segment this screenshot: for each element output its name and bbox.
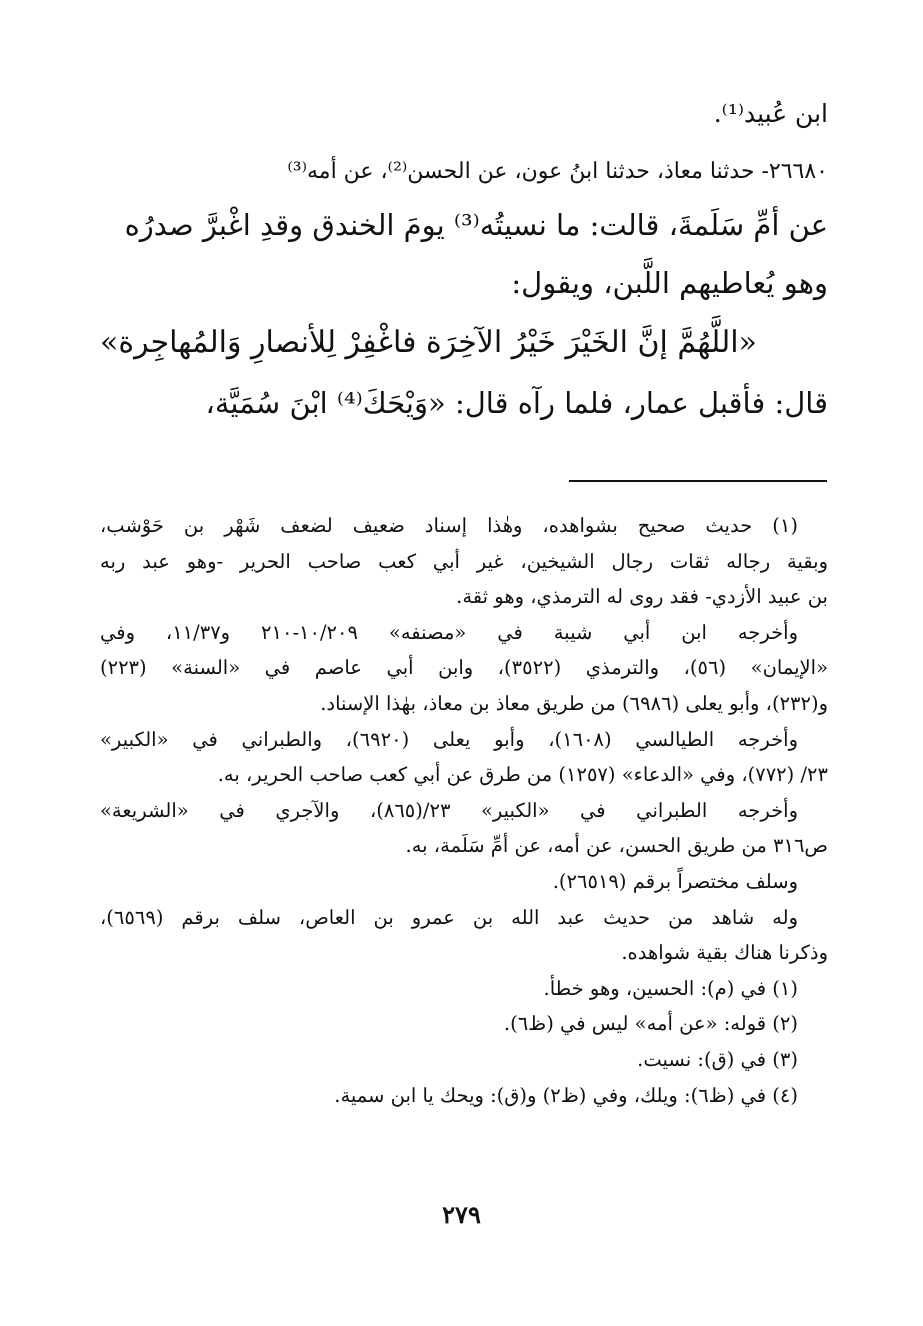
footnote-line: «الإيمان» (٥٦)، والترمذي (٣٥٢٢)، وابن أبي عاصم في «السنة» (٢٢٣) — [100, 656, 828, 680]
footnote-line: وله شاهد من حديث عبد الله بن عمرو بن العاص، سلف برقم (٦٥٦٩)، — [100, 905, 798, 929]
text-line: قال: فأقبل عمار، فلما رآه قال: «وَيْحَكَ⁽⁴⁾ ابْنَ سُمَيَّة، — [205, 386, 828, 420]
footnote-line: (١) حديث صحيح بشواهده، وهٰذا إسناد ضعيف لضعف شَهْر بن حَوْشب، — [100, 514, 798, 537]
poetry-verse: «اللَّهُمَّ إنَّ الخَيْرَ خَيْرُ الآخِرَة فاغْفِرْ لِلأنصارِ وَالمُهاجِرة» — [100, 325, 757, 360]
text-line: ابن عُبيد⁽¹⁾. — [713, 99, 828, 128]
footnote-line: وبقية رجاله ثقات رجال الشيخين، غير أبي كعب صاحب الحرير -وهو عبد ربه — [100, 549, 828, 573]
footnote-line: بن عبيد الأزدي- فقد روى له الترمذي، وهو ثقة. — [456, 585, 828, 609]
text-line: وهو يُعاطيهم اللَّبن، ويقول: — [511, 266, 828, 300]
footnote-line: ص٣١٦ من طريق الحسن، عن أمه، عن أمِّ سَلَمة، به. — [405, 834, 828, 858]
footnote-line: ٢٣/ (٧٧٢)، وفي «الدعاء» (١٢٥٧) من طرق عن أبي كعب صاحب الحرير، به. — [217, 763, 828, 787]
hadith-chain-line: ٢٦٦٨٠- حدثنا معاذ، حدثنا ابنُ عون، عن الحسن⁽²⁾، عن أمه⁽³⁾ — [287, 159, 828, 184]
page-number: ٢٧٩ — [442, 1200, 481, 1229]
footnote-note: (٢) قوله: «عن أمه» ليس في (ظ٦). — [503, 1012, 798, 1036]
footnote-note: (٣) في (ق): نسيت. — [637, 1047, 798, 1071]
footnote-line: وسلف مختصراً برقم (٢٦٥١٩). — [552, 869, 798, 893]
main-text — [100, 88, 828, 432]
footnote-divider — [569, 480, 827, 482]
footnote-line: وأخرجه الطيالسي (١٦٠٨)، وأبو يعلى (٦٩٢٠)، والطبراني في «الكبير» — [100, 727, 799, 751]
footnote-note: (١) في (م): الحسين، وهو خطأ. — [543, 976, 798, 1000]
footnote-line: و(٢٣٢)، وأبو يعلى (٦٩٨٦) من طريق معاذ بن معاذ، بهٰذا الإسناد. — [320, 691, 828, 715]
footnote-line: وذكرنا هناك بقية شواهده. — [621, 941, 828, 965]
footnotes — [100, 508, 828, 1113]
text-line: عن أمِّ سَلَمةَ، قالت: ما نسيتُه⁽³⁾ يومَ الخندق وقدِ اغْبرَّ صدرُه — [124, 208, 828, 242]
footnote-line: وأخرجه ابن أبي شيبة في «مصنفه» ١٠/٢٠٩-٢١٠ و١١/٣٧، وفي — [100, 620, 798, 644]
footnote-line: وأخرجه الطبراني في «الكبير» ٢٣/(٨٦٥)، والآجري في «الشريعة» — [100, 798, 798, 822]
footnote-note: (٤) في (ظ٦): ويلك، وفي (ظ٢) و(ق): ويحك يا ابن سمية. — [334, 1083, 798, 1107]
